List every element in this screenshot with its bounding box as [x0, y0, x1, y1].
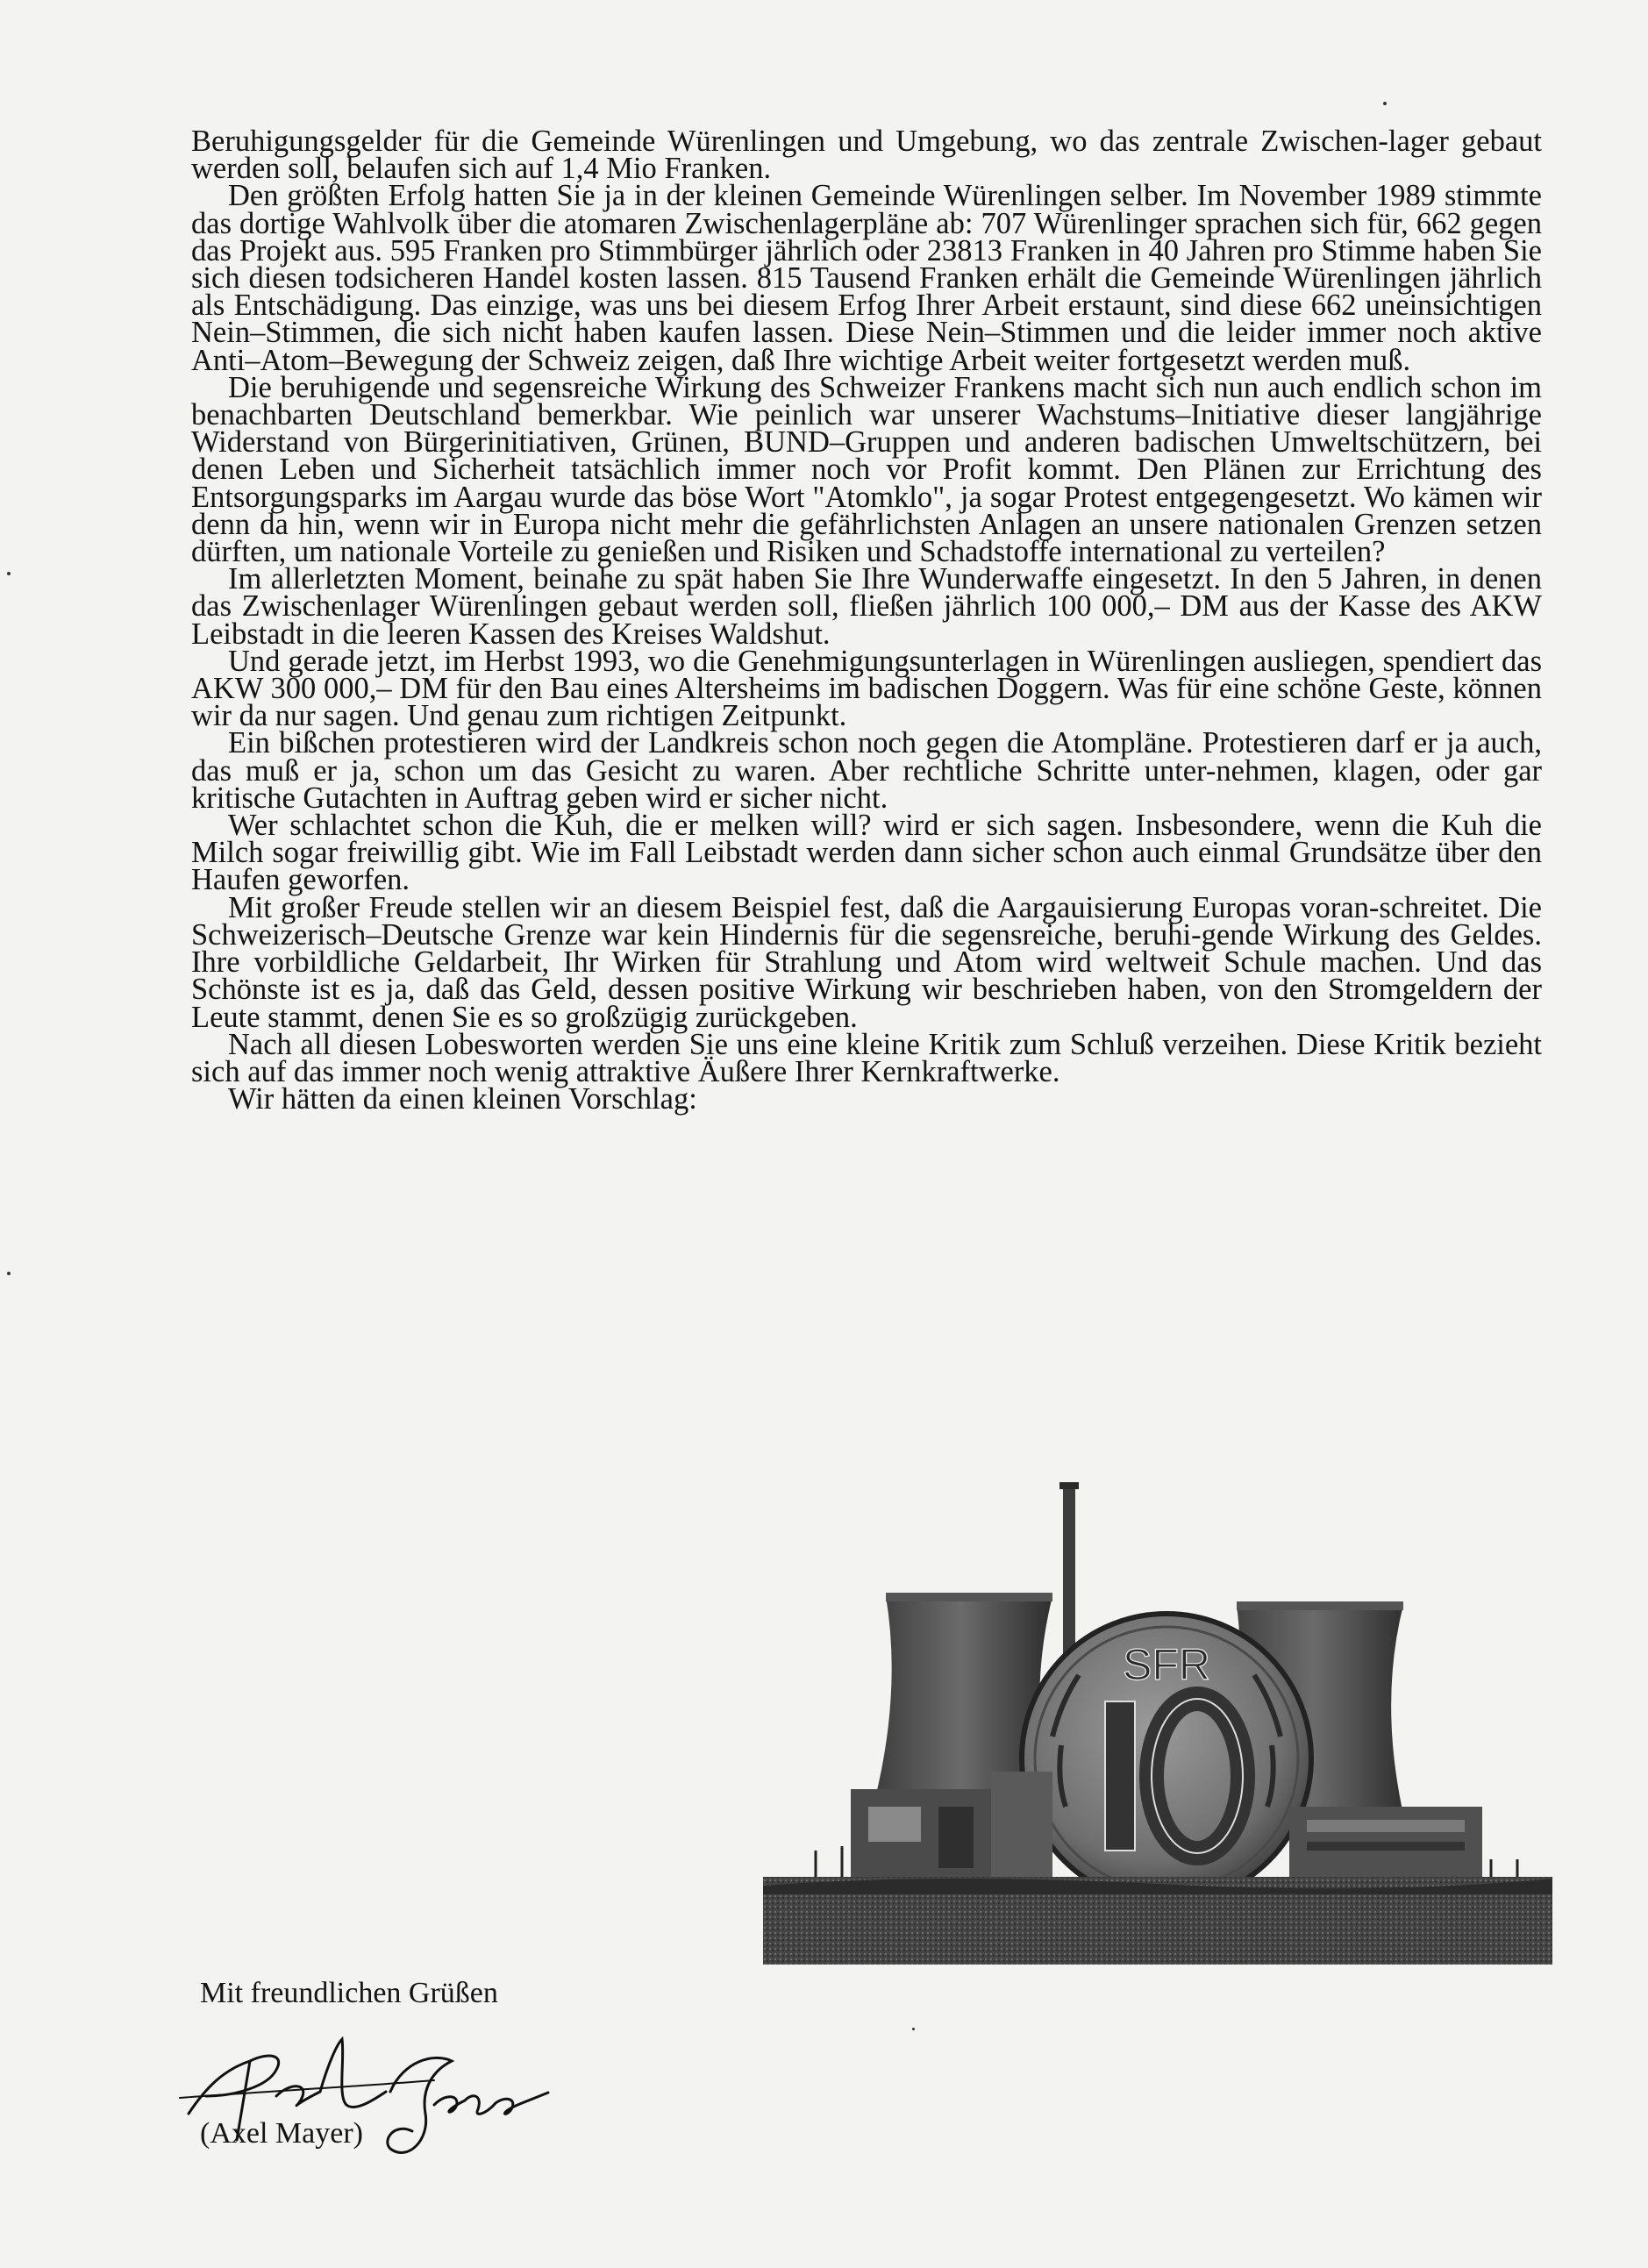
- scan-speck: [7, 572, 11, 575]
- scan-speck: [1383, 102, 1387, 105]
- paragraph-8: Mit großer Freude stellen wir an diesem Beispiel fest, daß die Aargauisierung Europas voran-schreitet. Die Schweizerisch–Deutsche Grenze war kein Hindernis für die segensreiche, beruhi-gende Wirkung des Geldes. Ihre vorbildliche Geldarbeit, Ihr Wirken für Strahlung und Atom wird weltweit Schule machen. Und das Schönste ist es ja, daß das Geld, dessen positive Wirkung wir beschrieben haben, von den Stromgeldern der Leute stammt, denen Sie es so großzügig zurückgeben.: [191, 890, 1542, 1034]
- coin-lettering: SFR: [1123, 1640, 1210, 1689]
- letter-body: [191, 125, 1542, 1116]
- scan-speck: [912, 2028, 915, 2030]
- paragraph-10: Wir hätten da einen kleinen Vorschlag:: [228, 1082, 697, 1116]
- scan-speck: [7, 1272, 11, 1275]
- signatory-name: (Axel Mayer): [200, 2117, 363, 2150]
- collage-image: [763, 1473, 1552, 1965]
- paragraph-2: Den größten Erfolg hatten Sie ja in der kleinen Gemeinde Würenlingen selber. Im November 1989 stimmte das dortige Wahlvolk über die atomaren Zwischenlagerpläne ab: 707 Würenlinger sprachen sich für, 662 gegen das Projekt aus. 595 Franken pro Stimmbürger jährlich oder 23813 Franken in 40 Jahren pro Stimme haben Sie sich diesen todsicheren Handel kosten lassen. 815 Tausend Franken erhält die Gemeinde Würenlingen jährlich als Entschädigung. Das einzige, was uns bei diesem Erfog Ihrer Arbeit erstaunt, sind diese 662 uneinsichtigen Nein–Stimmen, die sich nicht haben kaufen lassen. Diese Nein–Stimmen und die leider immer noch aktive Anti–Atom–Bewegung der Schweiz zeigen, daß Ihre wichtige Arbeit weiter fortgesetzt werden muß.: [191, 179, 1542, 377]
- paragraph-9: Nach all diesen Lobesworten werden Sie uns eine kleine Kritik zum Schluß verzeihen. Diese Kritik bezieht sich auf das immer noch wenig attraktive Äußere Ihrer Kernkraftwerke.: [191, 1027, 1542, 1088]
- paragraph-1: Beruhigungsgelder für die Gemeinde Würenlingen und Umgebung, wo das zentrale Zwischen-lager gebaut werden soll, belaufen sich auf 1,4 Mio Franken.: [191, 125, 1542, 186]
- paragraph-7: Wer schlachtet schon die Kuh, die er melken will? wird er sich sagen. Insbesondere, wenn die Kuh die Milch sogar freiwillig gibt. Wie im Fall Leibstadt werden dann sicher schon auch einmal Grundsätze über den Haufen geworfen.: [191, 809, 1542, 897]
- paragraph-3: Die beruhigende und segensreiche Wirkung des Schweizer Frankens macht sich nun auch endlich schon im benachbarten Deutschland bemerkbar. Wie peinlich war unserer Wachstums–Initiative dieser langjährige Widerstand von Bürgerinitiativen, Grünen, BUND–Gruppen und anderen badischen Umweltschützern, bei denen Leben und Sicherheit tatsächlich immer noch vor Profit kommt. Den Plänen zur Errichtung des Entsorgungsparks im Aargau wurde das böse Wort "Atomklo", ja sogar Protest entgegengesetzt. Wo kämen wir denn da hin, wenn wir in Europa nicht mehr die gefährlichsten Anlagen an unsere nationalen Grenzen setzen dürften, um nationale Vorteile zu genießen und Risiken und Schadstoffe international zu verteilen?: [191, 370, 1542, 569]
- closing-line: Mit freundlichen Grüßen: [200, 1977, 498, 2009]
- nuclear-plant-coin-collage: [763, 1473, 1552, 1965]
- paragraph-4: Im allerletzten Moment, beinahe zu spät haben Sie Ihre Wunderwaffe eingesetzt. In den 5 Jahren, in denen das Zwischenlager Würenlingen gebaut werden soll, fließen jährlich 100 000,– DM aus der Kasse des AKW Leibstadt in die leeren Kassen des Kreises Waldshut.: [191, 562, 1542, 651]
- paragraph-6: Ein bißchen protestieren wird der Landkreis schon noch gegen die Atompläne. Protestieren darf er ja auch, das muß er ja, schon um das Gesicht zu waren. Aber rechtliche Schritte unter-nehmen, klagen, oder gar kritische Gutachten in Auftrag geben wird er sicher nicht.: [191, 726, 1542, 815]
- paragraph-5: Und gerade jetzt, im Herbst 1993, wo die Genehmigungsunterlagen in Würenlingen ausliegen, spendiert das AKW 300 000,– DM für den Bau eines Altersheims im badischen Doggern. Was für eine schöne Geste, können wir da nur sagen. Und genau zum richtigen Zeitpunkt.: [191, 644, 1542, 733]
